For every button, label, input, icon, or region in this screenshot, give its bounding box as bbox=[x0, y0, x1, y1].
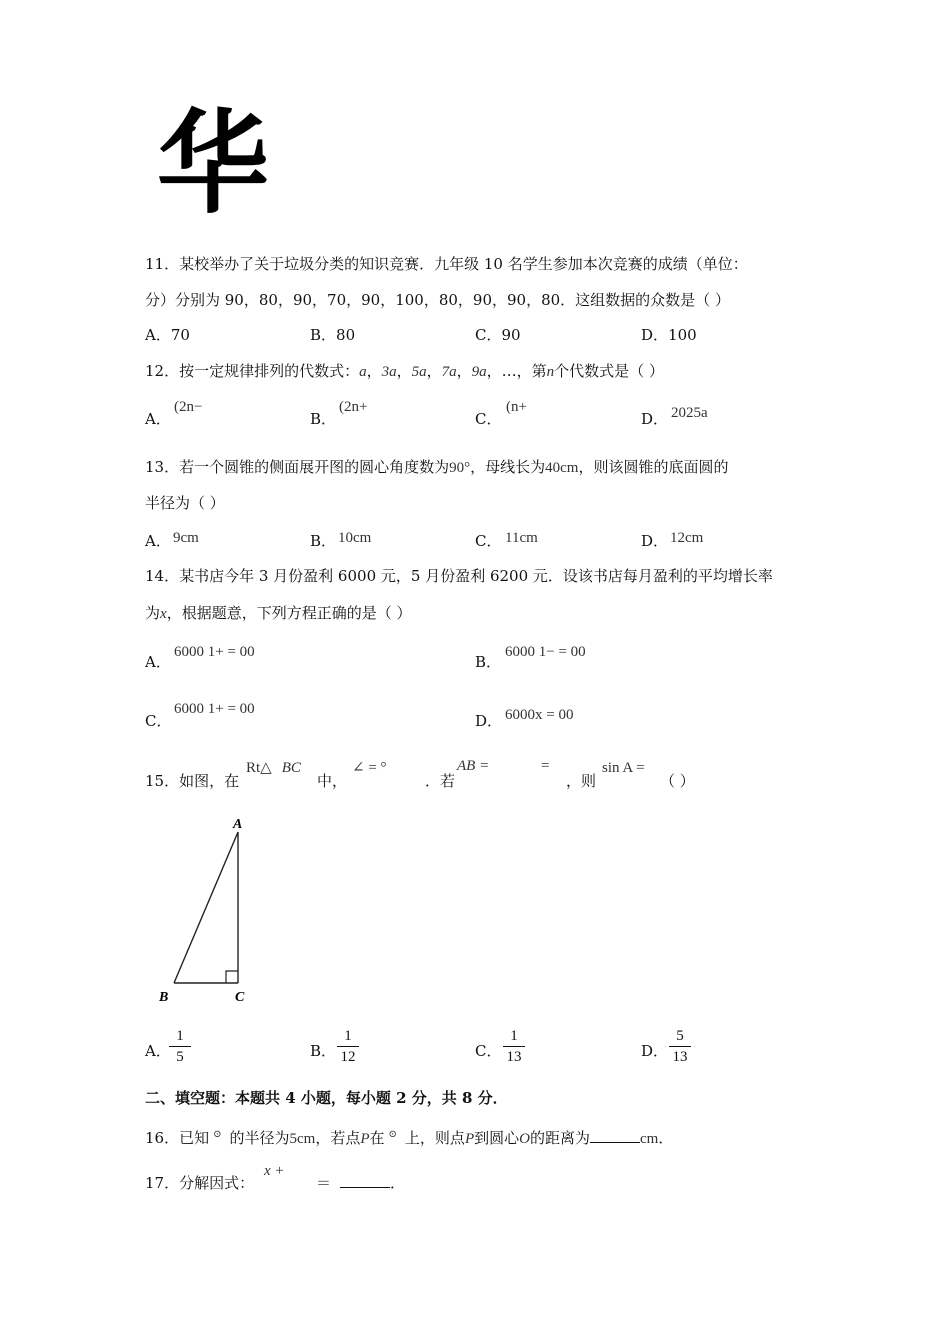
q13-angle: 90° bbox=[449, 460, 471, 476]
q14-stem-line1: 14．某书店今年 3 月份盈利 6000 元，5 月份盈利 6200 元．设该书店每月盈利的平均增长率 bbox=[145, 567, 773, 585]
vertex-label-b: B bbox=[159, 990, 169, 1005]
q12-option-b-letter[interactable]: B． bbox=[310, 410, 337, 428]
q13-option-a-letter[interactable]: A． bbox=[145, 532, 171, 550]
q16-radius: 5cm bbox=[289, 1131, 316, 1147]
q15-option-c-letter[interactable]: C． bbox=[475, 1042, 502, 1060]
q13-stem-line1 bbox=[145, 456, 728, 479]
q16-circle-symbol-2: ⊙ bbox=[388, 1129, 397, 1140]
fraction-numerator: 5 bbox=[676, 1028, 684, 1044]
fraction-denominator: 12 bbox=[340, 1049, 356, 1065]
q13-option-c-value: 11cm bbox=[505, 530, 538, 546]
q17-end: ． bbox=[390, 1174, 406, 1192]
q11-option-a[interactable]: A．70 bbox=[145, 326, 190, 344]
q15-triangle-figure bbox=[150, 810, 260, 1010]
q16-text-g: 的距离为 bbox=[529, 1129, 590, 1147]
q12-stem-end: 个代数式是（ ） bbox=[554, 362, 664, 380]
q14-option-c-letter[interactable]: C． bbox=[145, 712, 172, 730]
vertex-label-a: A bbox=[233, 817, 243, 832]
q11-stem-line2: 分）分别为 90，80，90，70，90，100，80，90，90，80．这组数据的众数是（ ） bbox=[145, 291, 730, 309]
q12-stem-tail: ，…，第 bbox=[486, 362, 547, 380]
fraction-denominator: 13 bbox=[672, 1049, 688, 1065]
q13-text-2: ，母线长为 bbox=[470, 458, 546, 476]
q15-option-d-fraction bbox=[669, 1028, 691, 1065]
q16-text-b: 的半径为 bbox=[229, 1129, 290, 1147]
q14-variable-x: x bbox=[160, 606, 167, 622]
fraction-denominator: 5 bbox=[176, 1049, 184, 1065]
q17-answer bbox=[340, 1172, 405, 1194]
q15-option-c-fraction bbox=[503, 1028, 525, 1065]
fraction-numerator: 1 bbox=[510, 1028, 518, 1044]
q14-option-d-letter[interactable]: D． bbox=[475, 712, 503, 730]
q14-option-a-expr: 6000 1+ = 00 bbox=[174, 644, 255, 660]
q15-stem-a: 15．如图，在 bbox=[145, 772, 240, 790]
q17-expression: x + bbox=[264, 1163, 285, 1179]
fraction-denominator: 13 bbox=[506, 1049, 522, 1065]
q12-term-3: 5a bbox=[411, 364, 427, 380]
q14-option-c-expr: 6000 1+ = 00 bbox=[174, 701, 255, 717]
q12-option-d-letter[interactable]: D． bbox=[641, 410, 669, 428]
q12-option-c-expr: (n+ bbox=[506, 399, 527, 415]
fraction-bar bbox=[337, 1046, 359, 1047]
q14-option-b-expr: 6000 1− = 00 bbox=[505, 644, 586, 660]
q12-option-c-letter[interactable]: C． bbox=[475, 410, 502, 428]
q16-text-a: 16．已知 bbox=[145, 1129, 210, 1147]
q12-term-1: a bbox=[359, 364, 367, 380]
q12-term-2: 3a bbox=[381, 364, 397, 380]
q11-option-d[interactable]: D．100 bbox=[641, 326, 697, 344]
q17-answer-blank[interactable] bbox=[340, 1173, 390, 1188]
q15-stem-d: ，则 bbox=[566, 772, 597, 790]
q14-text-1: 为 bbox=[145, 604, 161, 622]
school-logo-character: 华 bbox=[157, 99, 269, 229]
section-2-heading: 二、填空题：本题共 4 小题，每小题 2 分，共 8 分． bbox=[145, 1089, 508, 1107]
q12-stem-text: 12．按一定规律排列的代数式： bbox=[145, 362, 360, 380]
q17-stem: 17．分解因式： bbox=[145, 1174, 255, 1192]
q16-text-c: ，若点 bbox=[315, 1129, 361, 1147]
q13-stem-line2: 半径为（ ） bbox=[145, 494, 225, 512]
q13-text-1: 13．若一个圆锥的侧面展开图的圆心角度数为 bbox=[145, 458, 450, 476]
side-ab bbox=[174, 832, 238, 983]
q15-eq: = bbox=[541, 758, 550, 774]
q12-stem: 12．按一定规律排列的代数式：a，3a，5a，7a，9a，…，第n个代数式是（ ） bbox=[145, 362, 664, 380]
right-angle-mark bbox=[226, 971, 238, 983]
vertex-label-c: C bbox=[235, 990, 245, 1005]
q15-angle-expr: ∠ = ° bbox=[352, 760, 387, 776]
q14-text-2: ，根据题意，下列方程正确的是（ ） bbox=[166, 604, 412, 622]
q15-stem-b: 中， bbox=[317, 772, 348, 790]
q11-option-c[interactable]: C．90 bbox=[475, 326, 521, 344]
q16-point-p-2: P bbox=[464, 1131, 475, 1147]
q16-center-o: O bbox=[519, 1131, 530, 1147]
q12-option-a-letter[interactable]: A． bbox=[145, 410, 171, 428]
q16-text-h: ． bbox=[658, 1129, 674, 1147]
q15-bc: BC bbox=[281, 760, 301, 776]
q14-option-a-letter[interactable]: A． bbox=[145, 653, 171, 671]
q13-option-d-letter[interactable]: D． bbox=[641, 532, 669, 550]
q16-text-e: 上，则点 bbox=[404, 1129, 465, 1147]
q11-option-b[interactable]: B．80 bbox=[310, 326, 356, 344]
q16-text-d: 在 bbox=[369, 1129, 385, 1147]
q16-point-p: P bbox=[360, 1131, 370, 1147]
q12-term-5: 9a bbox=[471, 364, 487, 380]
q16-answer-blank[interactable] bbox=[590, 1128, 640, 1143]
q15-sin-expr: sin A = bbox=[602, 760, 645, 776]
q15-rt: Rt△ bbox=[246, 760, 272, 776]
q15-stem-e: （ ） bbox=[660, 772, 695, 790]
q15-rt-triangle bbox=[246, 757, 301, 779]
q15-option-b-fraction bbox=[337, 1028, 359, 1065]
fraction-numerator: 1 bbox=[344, 1028, 352, 1044]
q16-unit: cm bbox=[639, 1131, 659, 1147]
q13-text-3: ，则该圆锥的底面圆的 bbox=[578, 458, 729, 476]
q15-ab-expr: AB = bbox=[457, 758, 490, 774]
q15-stem-c: ．若 bbox=[425, 772, 456, 790]
q12-n-variable: n bbox=[546, 364, 555, 380]
q15-option-b-letter[interactable]: B． bbox=[310, 1042, 337, 1060]
fraction-bar bbox=[169, 1046, 191, 1047]
q15-option-d-letter[interactable]: D． bbox=[641, 1042, 669, 1060]
q14-option-b-letter[interactable]: B． bbox=[475, 653, 502, 671]
q13-option-b-letter[interactable]: B． bbox=[310, 532, 337, 550]
fraction-bar bbox=[669, 1046, 691, 1047]
q13-length: 40cm bbox=[545, 460, 579, 476]
q14-option-d-expr: 6000x = 00 bbox=[505, 707, 574, 723]
q16-circle-symbol: ⊙ bbox=[213, 1129, 222, 1140]
q17-equals: ＝ bbox=[316, 1174, 332, 1192]
q13-option-c-letter[interactable]: C． bbox=[475, 532, 502, 550]
fraction-bar bbox=[503, 1046, 525, 1047]
q13-option-b-value: 10cm bbox=[338, 530, 372, 546]
fraction-numerator: 1 bbox=[176, 1028, 184, 1044]
q11-stem-line1: 11．某校举办了关于垃圾分类的知识竞赛．九年级 10 名学生参加本次竞赛的成绩（单位： bbox=[145, 255, 748, 273]
q13-option-a-value: 9cm bbox=[173, 530, 199, 546]
q15-option-a-letter[interactable]: A． bbox=[145, 1042, 171, 1060]
q12-option-d-expr: 2025a bbox=[671, 405, 708, 421]
q15-option-a-fraction bbox=[169, 1028, 191, 1065]
q12-term-4: 7a bbox=[441, 364, 457, 380]
q12-option-a-expr: (2n− bbox=[174, 399, 203, 415]
q14-stem-line2 bbox=[145, 602, 411, 625]
q13-option-d-value: 12cm bbox=[670, 530, 704, 546]
q16-text-f: 到圆心 bbox=[474, 1129, 520, 1147]
q12-option-b-expr: (2n+ bbox=[339, 399, 368, 415]
q16-stem bbox=[145, 1124, 673, 1150]
